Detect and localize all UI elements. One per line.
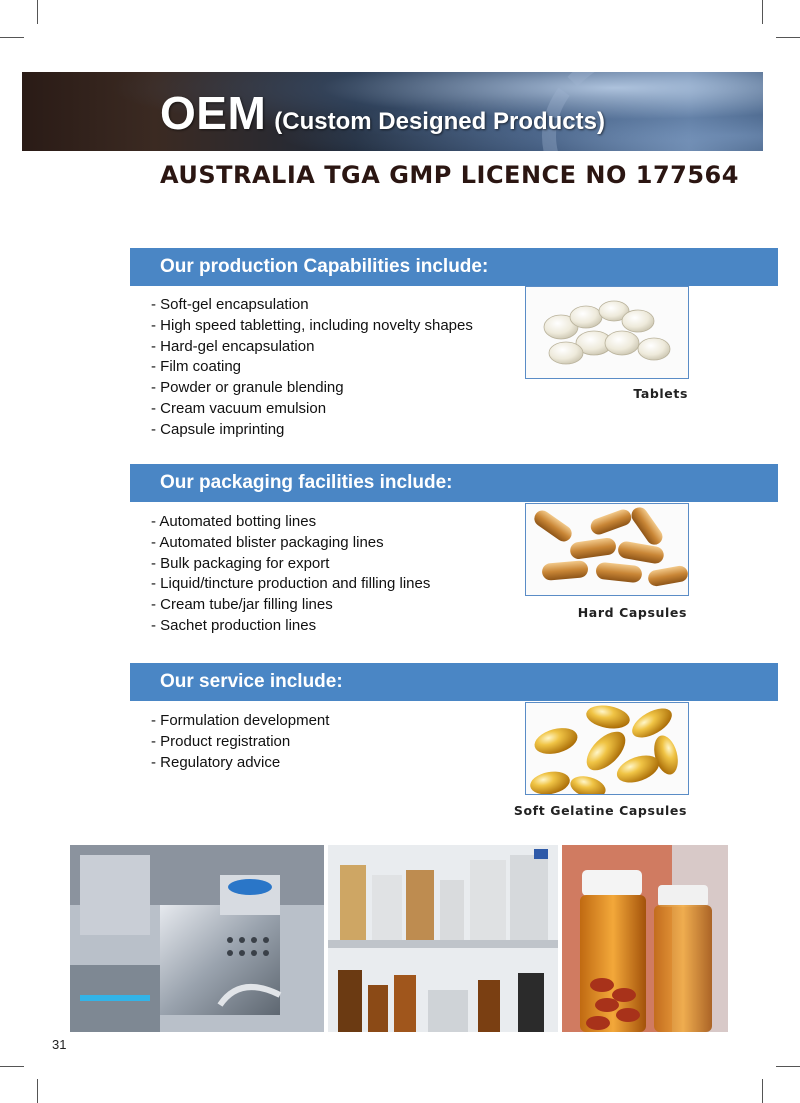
crop-mark xyxy=(37,1079,38,1103)
list-item: - Liquid/tincture production and filling lines xyxy=(151,575,431,593)
list-item: - Bulk packaging for export xyxy=(151,554,330,572)
crop-mark xyxy=(0,37,24,38)
manufacturing-machine-photo xyxy=(70,845,324,1032)
header-banner xyxy=(22,72,763,151)
section-heading-packaging: Our packaging facilities include: xyxy=(130,464,778,502)
pill-bottles-image xyxy=(562,845,728,1032)
crop-mark xyxy=(762,0,763,24)
title-sub: (Custom Designed Products) xyxy=(274,108,605,135)
list-item: - Cream tube/jar filling lines xyxy=(151,596,333,614)
machine-image xyxy=(70,845,324,1032)
page-title xyxy=(160,86,605,140)
tablets-image xyxy=(526,287,689,379)
pill-bottles-photo xyxy=(562,845,728,1032)
page-number: 31 xyxy=(52,1037,67,1052)
list-item: - Powder or granule blending xyxy=(151,379,344,397)
list-item: - Sachet production lines xyxy=(151,616,317,634)
crop-mark xyxy=(776,1066,800,1067)
soft-capsules-image xyxy=(526,703,689,795)
crop-mark xyxy=(37,0,38,24)
list-item: - Formulation development xyxy=(151,712,330,729)
hard-capsules-caption: Hard Capsules xyxy=(577,605,687,620)
list-item: - Capsule imprinting xyxy=(151,420,285,438)
list-item: - Cream vacuum emulsion xyxy=(151,399,327,417)
licence-heading: AUSTRALIA TGA GMP LICENCE NO 177564 xyxy=(160,161,739,189)
tablets-photo xyxy=(525,286,689,379)
soft-capsules-photo xyxy=(525,702,689,795)
list-item: - Soft-gel encapsulation xyxy=(151,296,309,313)
list-item: - High speed tabletting, including novelty shapes xyxy=(151,316,473,334)
laboratory-bottles-photo xyxy=(328,845,558,1032)
service-list xyxy=(151,711,329,773)
list-item: - Automated botting lines xyxy=(151,513,317,530)
crop-mark xyxy=(776,37,800,38)
list-item: - Hard-gel encapsulation xyxy=(151,337,315,355)
crop-mark xyxy=(762,1079,763,1103)
section-heading-service: Our service include: xyxy=(130,663,778,701)
list-item: - Regulatory advice xyxy=(151,753,281,771)
section-heading-production: Our production Capabilities include: xyxy=(130,248,778,286)
production-list xyxy=(151,295,473,441)
title-main: OEM xyxy=(160,87,267,139)
hard-capsules-photo xyxy=(525,503,689,596)
list-item: - Film coating xyxy=(151,358,242,376)
lab-bottles-image xyxy=(328,845,558,1032)
soft-capsules-caption: Soft Gelatine Capsules xyxy=(513,803,687,818)
tablets-caption: Tablets xyxy=(633,386,688,401)
packaging-list xyxy=(151,512,430,637)
list-item: - Automated blister packaging lines xyxy=(151,533,384,551)
list-item: - Product registration xyxy=(151,732,291,750)
hard-capsules-image xyxy=(526,504,689,596)
crop-mark xyxy=(0,1066,24,1067)
